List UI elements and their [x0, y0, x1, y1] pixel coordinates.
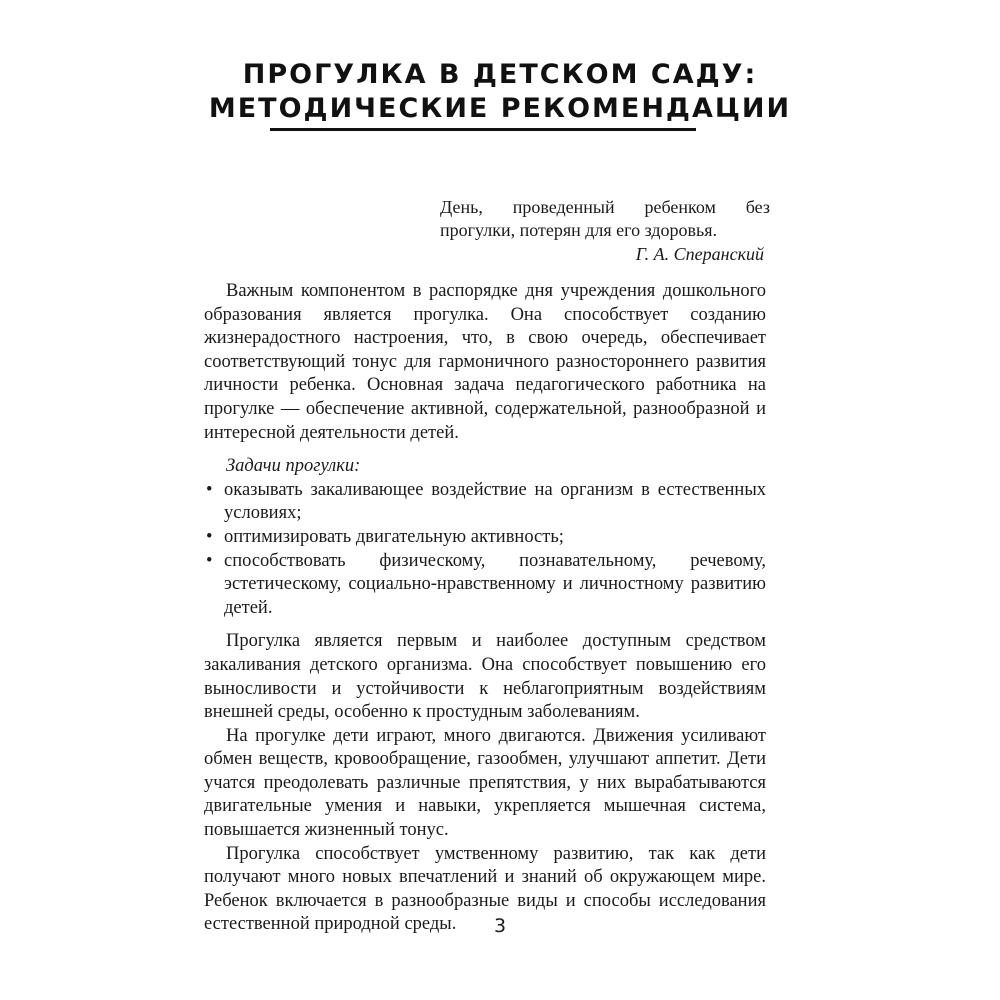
list-item — [204, 526, 766, 550]
bullet-icon: • — [206, 479, 213, 500]
paragraph-hardening: Прогулка является первым и наиболее доступным средством закаливания детского организма. Она способствует повышению его выносливости и устойчивости к неблагоприятным воздействиям внешней среды, особенно к простудным заболеваниям. — [204, 631, 766, 723]
chapter-title — [0, 58, 1000, 126]
paragraph-mental: Прогулка способствует умственному развитию, так как дети получают много новых впечатлений и знаний об окружающем мире. Ребенок включается в разнообразные виды и способы исследования естественной природной среды. — [204, 843, 766, 935]
body-text — [204, 280, 766, 937]
bullet-icon: • — [206, 550, 213, 571]
list-item-text: способствовать физическому, познавательному, речевому, эстетическому, социально-нравственному и личностному развитию детей. — [224, 550, 766, 618]
spacer — [204, 445, 766, 455]
tasks-list — [204, 479, 766, 621]
chapter-title-line-2: МЕТОДИЧЕСКИЕ РЕКОМЕНДАЦИИ — [208, 93, 792, 124]
page-number: 3 — [493, 915, 507, 937]
title-underline — [270, 128, 696, 131]
list-item — [204, 479, 766, 526]
list-item — [204, 550, 766, 621]
list-item-text: оптимизировать двигательную активность; — [224, 526, 564, 547]
bullet-icon: • — [206, 526, 213, 547]
paragraph-movement: На прогулке дети играют, много двигаются. Движения усиливают обмен веществ, кровообращение, газообмен, улучшают аппетит. Дети учатся преодолевать различные препятствия, у них вырабатываются двигательные умения и навыки, укрепляется мышечная система, повышается жизненный тонус. — [204, 725, 766, 841]
epigraph-text: День, проведенный ребенком без прогулки, потерян для его здоровья. — [440, 197, 770, 240]
epigraph-author: Г. А. Сперанский — [635, 244, 764, 264]
chapter-title-line-1: ПРОГУЛКА В ДЕТСКОМ САДУ: — [242, 59, 758, 90]
tasks-title: Задачи прогулки: — [226, 456, 361, 477]
list-item-text: оказывать закаливающее воздействие на организм в естественных условиях; — [224, 479, 766, 524]
spacer — [204, 620, 766, 630]
paragraph-intro: Важным компонентом в распорядке дня учреждения дошкольного образования является прогулка. Она способствует созданию жизнерадостного настроения, что, в свою очередь, обеспечивает соответствующий тонус для гармоничного разностороннего развития личности ребенка. Основная задача педагогического работника на прогулке — обеспечение активной, содержательной, разнообразной и интересной деятельности детей. — [204, 281, 766, 443]
